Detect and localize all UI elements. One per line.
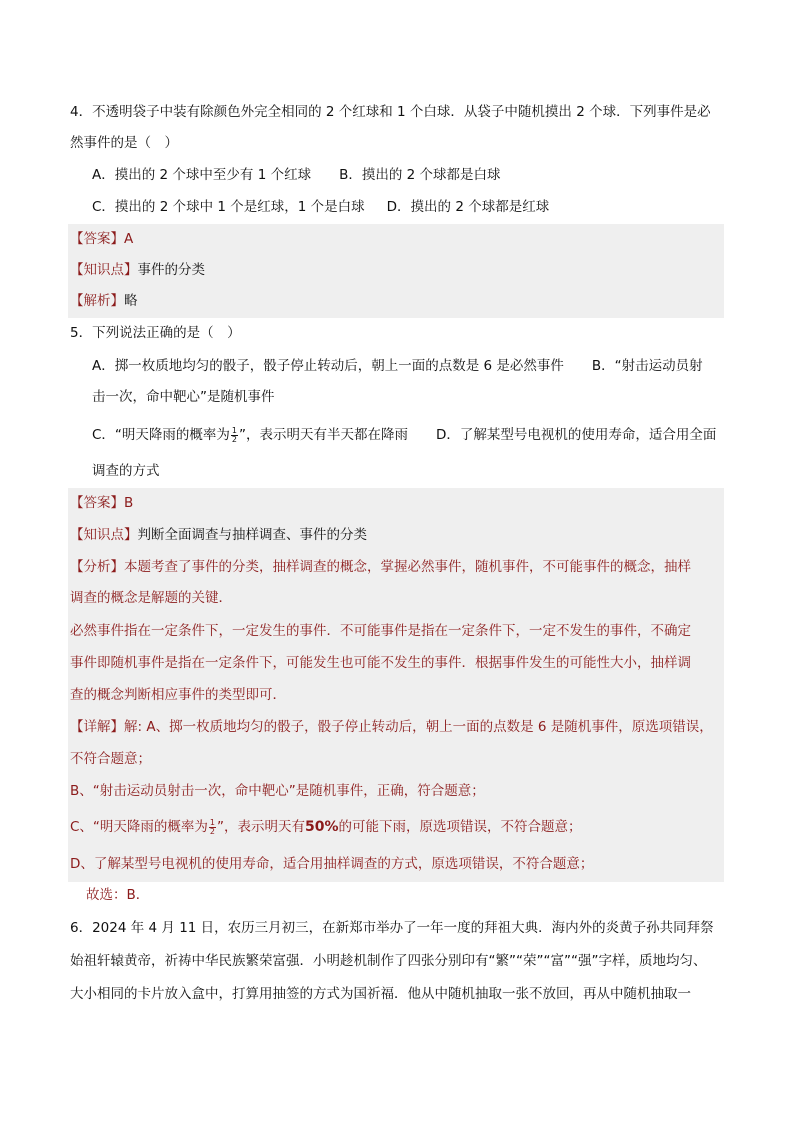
q5-option-b-part-1: B．“射击运动员射 [591, 358, 703, 374]
q5-analysis-line-5: 查的概念判断相应事件的类型即可． [70, 687, 286, 703]
q4-stem-line-1: 4．不透明袋子中装有除颜色外完全相同的 2 个红球和 1 个白球．从袋子中随机摸出 2 个球．下列事件是必 [70, 104, 711, 120]
q5-option-c-post: ”，表示明天有半天都在降雨 [239, 427, 409, 443]
q5-detail-line-5: D、了解某型号电视机的使用寿命，适合用抽样调查的方式，原选项错误，不符合题意； [70, 856, 594, 872]
q5-analysis-line-3: 必然事件指在一定条件下，一定发生的事件．不可能事件是指在一定条件下，一定不发生的事件，不确定 [70, 623, 691, 639]
q4-analysis-value: 略 [124, 293, 138, 309]
q4-options-row-2 [92, 196, 549, 220]
q5-detail-line-4 [70, 816, 582, 840]
q4-analysis-label: 【解析】 [70, 293, 124, 309]
q5-option-d-part-2: 调查的方式 [92, 463, 160, 479]
q4-options-row-1 [92, 164, 501, 188]
q4-answer [70, 228, 133, 252]
q5-answer-label: 【答案】 [70, 495, 124, 511]
q4-kp-value: 事件的分类 [137, 262, 205, 278]
q5-detail-line-2: 不符合题意； [70, 751, 151, 767]
q5-analysis-line-1 [70, 556, 691, 580]
q4-answer-value: A [124, 231, 134, 247]
q5-detail-4-mid: ”，表示明天有 [217, 819, 306, 835]
q5-detail-4-post: 的可能下雨，原选项错误，不符合题意； [338, 819, 582, 835]
q5-detail-line-1 [70, 716, 713, 740]
q5-answer-value: B [124, 495, 134, 511]
q6-stem-line-2: 始祖轩辕黄帝，祈祷中华民族繁荣富强．小明趁机制作了四张分别印有“繁”“荣”“富”“强”字样，质地均匀、 [70, 953, 707, 969]
q5-analysis-line-4: 事件即随机事件是指在一定条件下，可能发生也可能不发生的事件．根据事件发生的可能性大小，抽样调 [70, 655, 691, 671]
q4-option-a: A．摸出的 2 个球中至少有 1 个红球 [92, 167, 312, 183]
q5-kp-label: 【知识点】 [70, 527, 138, 543]
q5-detail-label: 【详解】 [70, 719, 124, 735]
fraction-one-half-detail: $\frac{1}{2}$ [209, 817, 216, 836]
q4-stem-line-2: 然事件的是（ ） [70, 135, 178, 151]
q4-option-b: B．摸出的 2 个球都是白球 [339, 167, 501, 183]
q5-analysis-label: 【分析】 [70, 559, 124, 575]
q4-kp-label: 【知识点】 [70, 262, 138, 278]
q4-option-d: D．摸出的 2 个球都是红球 [386, 199, 550, 215]
q5-kp-value: 判断全面调查与抽样调查、事件的分类 [137, 527, 367, 543]
q5-detail-conclusion: 故选：B． [86, 887, 150, 903]
q4-knowledge-point [70, 259, 205, 283]
q4-answer-label: 【答案】 [70, 231, 124, 247]
q4-option-c: C．摸出的 2 个球中 1 个是红球，1 个是白球 [92, 199, 365, 215]
q5-detail-percent: 50% [305, 819, 339, 835]
q5-detail-text-1: 解: A、掷一枚质地均匀的骰子，骰子停止转动后，朝上一面的点数是 6 是随机事件，原选项错误， [124, 719, 713, 735]
fraction-one-half: $\frac{1}{2}$ [231, 425, 238, 444]
q6-stem-line-3: 大小相同的卡片放入盒中，打算用抽签的方式为国祈福．他从中随机抽取一张不放回，再从中随机抽取一 [70, 986, 691, 1002]
q5-options-row-1 [92, 355, 703, 379]
q4-analysis [70, 290, 138, 314]
q6-stem-line-1: 6．2024 年 4 月 11 日，农历三月初三，在新郑市举办了一年一度的拜祖大典．海内外的炎黄子孙共同拜祭 [70, 920, 714, 936]
q5-option-d-part-1: D．了解某型号电视机的使用寿命，适合用全面 [436, 427, 717, 443]
q5-detail-line-3: B、“射击运动员射击一次，命中靶心”是随机事件，正确，符合题意； [70, 783, 485, 799]
q5-option-b-part-2: 击一次，命中靶心”是随机事件 [92, 389, 275, 405]
q5-knowledge-point [70, 524, 367, 548]
q5-analysis-line-2: 调查的概念是解题的关键． [70, 590, 232, 606]
q5-stem: 5．下列说法正确的是（ ） [70, 325, 241, 341]
q5-option-a: A．掷一枚质地均匀的骰子，骰子停止转动后，朝上一面的点数是 6 是必然事件 [92, 358, 564, 374]
q5-detail-4-pre: C、“明天降雨的概率为 [70, 819, 208, 835]
q5-options-row-2 [92, 424, 716, 448]
q5-analysis-text-1: 本题考查了事件的分类，抽样调查的概念，掌握必然事件，随机事件，不可能事件的概念，抽样 [124, 559, 691, 575]
q5-answer [70, 492, 133, 516]
q5-option-c-pre: C．“明天降雨的概率为 [92, 427, 230, 443]
